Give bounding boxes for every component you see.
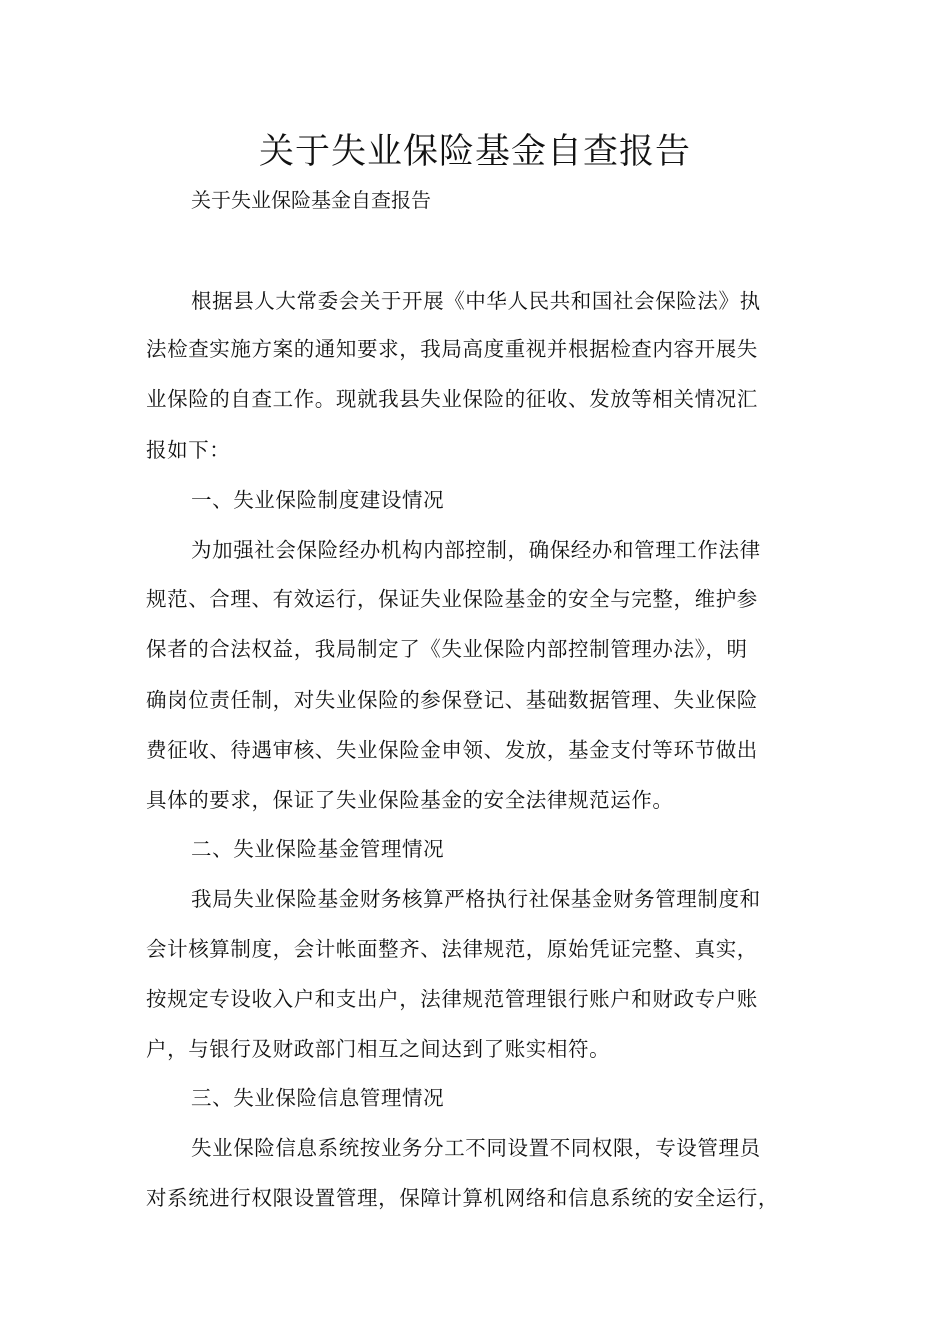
paragraph-1-line-2: 法检查实施方案的通知要求，我局高度重视并根据检查内容开展失 [146, 337, 758, 361]
document-subtitle: 关于失业保险基金自查报告 [191, 188, 431, 212]
paragraph-4-line-2: 对系统进行权限设置管理，保障计算机网络和信息系统的安全运行， [146, 1186, 779, 1210]
paragraph-2-line-4: 确岗位责任制，对失业保险的参保登记、基础数据管理、失业保险 [146, 688, 758, 712]
paragraph-1-line-1: 根据县人大常委会关于开展《中华人民共和国社会保险法》执 [191, 289, 761, 313]
paragraph-1-line-3: 业保险的自查工作。现就我县失业保险的征收、发放等相关情况汇 [146, 387, 758, 411]
paragraph-3-line-3: 按规定专设收入户和支出户，法律规范管理银行账户和财政专户账 [146, 987, 758, 1011]
paragraph-2-line-3: 保者的合法权益，我局制定了《失业保险内部控制管理办法》，明 [146, 637, 748, 661]
paragraph-1-line-4: 报如下： [146, 438, 231, 462]
paragraph-3-line-1: 我局失业保险基金财务核算严格执行社保基金财务管理制度和 [191, 887, 761, 911]
paragraph-3-line-2: 会计核算制度，会计帐面整齐、法律规范，原始凭证完整、真实， [146, 937, 758, 961]
paragraph-2-line-6: 具体的要求，保证了失业保险基金的安全法律规范运作。 [146, 788, 674, 812]
paragraph-4-line-1: 失业保险信息系统按业务分工不同设置不同权限，专设管理员 [191, 1136, 761, 1160]
section-heading-1: 一、失业保险制度建设情况 [191, 488, 445, 512]
paragraph-2-line-2: 规范、合理、有效运行，保证失业保险基金的安全与完整，维护参 [146, 587, 758, 611]
paragraph-2-line-5: 费征收、待遇审核、失业保险金申领、发放，基金支付等环节做出 [146, 738, 758, 762]
paragraph-3-line-4: 户，与银行及财政部门相互之间达到了账实相符。 [146, 1037, 611, 1061]
section-heading-2: 二、失业保险基金管理情况 [191, 837, 445, 861]
document-title: 关于失业保险基金自查报告 [258, 132, 691, 172]
section-heading-3: 三、失业保险信息管理情况 [191, 1086, 445, 1110]
paragraph-2-line-1: 为加强社会保险经办机构内部控制，确保经办和管理工作法律 [191, 538, 761, 562]
